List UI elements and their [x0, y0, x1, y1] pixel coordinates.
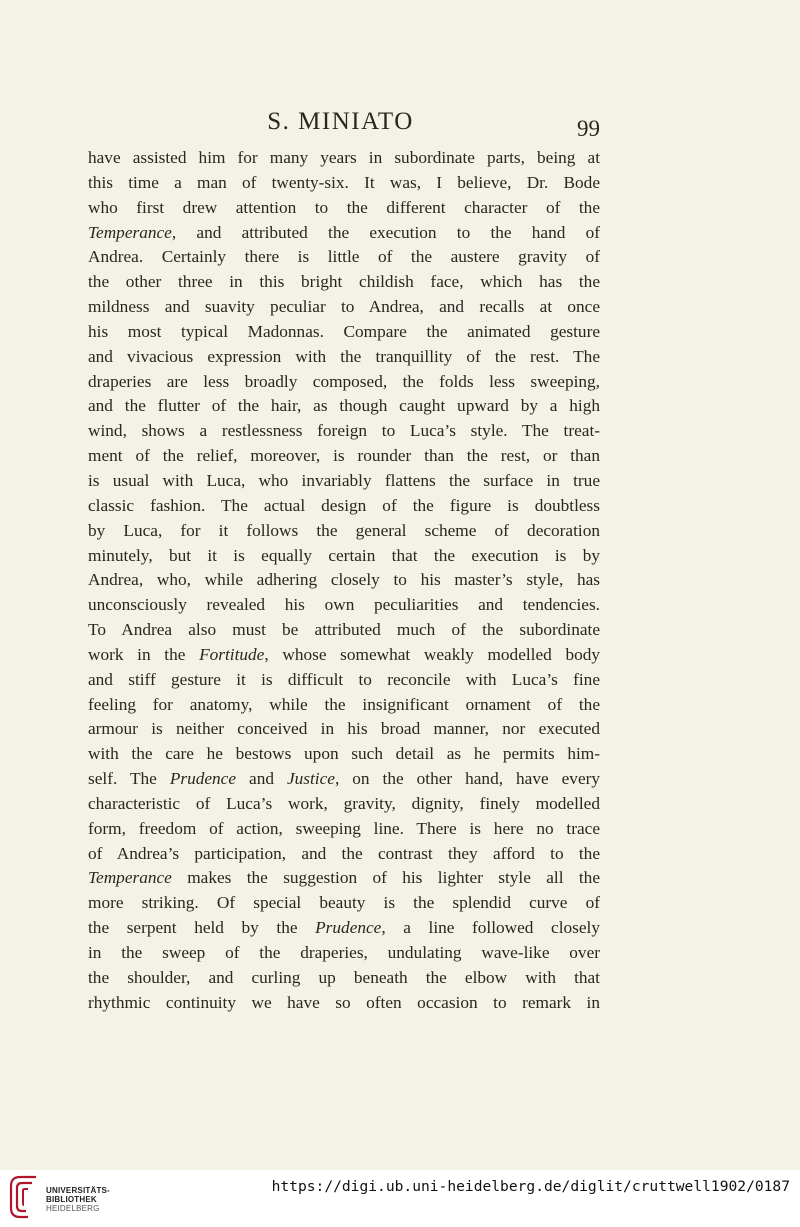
- text-segment: mildness and suavity peculiar to Andrea, and recalls at once: [88, 297, 600, 317]
- text-line: [88, 270, 600, 295]
- running-title: S. MINIATO: [267, 108, 414, 135]
- text-segment: , and attributed the execution to the hand of: [171, 222, 600, 242]
- text-line: [88, 742, 600, 767]
- text-segment: ment of the relief, moreover, is rounder than the rest, or than: [88, 446, 600, 466]
- running-head: [0, 108, 800, 141]
- italic-title: Temperance: [88, 868, 172, 888]
- italic-title: Fortitude: [199, 644, 265, 664]
- text-segment: and stiff gesture it is difficult to reconcile with Luca’s fine: [88, 669, 600, 689]
- text-line: [88, 494, 600, 519]
- text-segment: who first drew attention to the different character of the: [88, 197, 600, 217]
- text-line: [88, 320, 600, 345]
- text-segment: and the flutter of the hair, as though caught upward by a high: [88, 396, 600, 416]
- text-line: [88, 593, 600, 618]
- text-segment: To Andrea also must be attributed much of the subordinate: [88, 620, 600, 640]
- text-segment: self. The: [88, 769, 170, 789]
- page-number: 99: [577, 116, 600, 141]
- text-line: [88, 419, 600, 444]
- text-line: [88, 221, 600, 246]
- text-line: [88, 767, 600, 792]
- text-segment: draperies are less broadly composed, the folds less sweeping,: [88, 371, 600, 391]
- text-line: [88, 643, 600, 668]
- text-segment: , a line followed closely: [381, 918, 600, 938]
- text-line: [88, 966, 600, 991]
- text-line: [88, 519, 600, 544]
- text-line: [88, 668, 600, 693]
- text-line: [88, 817, 600, 842]
- text-segment: wind, shows a restlessness foreign to Luca’s style. The treat-: [88, 421, 600, 441]
- text-segment: makes the suggestion of his lighter style all the: [171, 868, 600, 888]
- text-line: [88, 245, 600, 270]
- text-line: [88, 370, 600, 395]
- text-line: [88, 469, 600, 494]
- heidelberg-library-logo-icon[interactable]: [6, 1174, 42, 1220]
- text-line: [88, 717, 600, 742]
- text-line: [88, 394, 600, 419]
- italic-title: Temperance: [88, 222, 172, 242]
- text-segment: this time a man of twenty-six. It was, I believe, Dr. Bode: [88, 172, 600, 192]
- italic-title: Justice: [286, 769, 335, 789]
- text-segment: Andrea, who, while adhering closely to his master’s style, has: [88, 570, 600, 590]
- text-segment: unconsciously revealed his own peculiarities and tendencies.: [88, 595, 600, 615]
- footer-bar: [0, 1170, 800, 1227]
- text-segment: Andrea. Certainly there is little of the austere gravity of: [88, 247, 600, 267]
- text-segment: with the care he bestows upon such detail as he permits him-: [88, 744, 600, 764]
- text-segment: by Luca, for it follows the general scheme of decoration: [88, 520, 600, 540]
- text-line: [88, 866, 600, 891]
- text-line: [88, 444, 600, 469]
- text-segment: is usual with Luca, who invariably flattens the surface in true: [88, 470, 600, 490]
- text-segment: the serpent held by the: [88, 918, 316, 938]
- institution-line-1: UNIVERSITÄTS-: [46, 1186, 110, 1195]
- text-segment: his most typical Madonnas. Compare the animated gesture: [88, 321, 600, 341]
- text-segment: classic fashion. The actual design of the figure is doubtless: [88, 495, 600, 515]
- text-segment: , on the other hand, have every: [334, 769, 601, 789]
- text-segment: minutely, but it is equally certain that the execution is by: [88, 545, 600, 565]
- text-line: [88, 171, 600, 196]
- body-text: [88, 146, 600, 1016]
- institution-name: [46, 1186, 110, 1213]
- text-line: [88, 842, 600, 867]
- text-segment: the other three in this bright childish face, which has the: [88, 272, 600, 292]
- italic-title: Prudence: [315, 918, 382, 938]
- text-segment: rhythmic continuity we have so often occasion to remark in: [88, 992, 600, 1012]
- text-line: [88, 568, 600, 593]
- text-line: [88, 146, 600, 171]
- text-line: [88, 916, 600, 941]
- text-segment: the shoulder, and curling up beneath the elbow with that: [88, 967, 600, 987]
- text-segment: feeling for anatomy, while the insignificant ornament of the: [88, 694, 600, 714]
- text-line: [88, 991, 600, 1016]
- text-segment: form, freedom of action, sweeping line. There is here no trace: [88, 818, 600, 838]
- text-line: [88, 792, 600, 817]
- text-segment: and vivacious expression with the tranquillity of the rest. The: [88, 346, 600, 366]
- italic-title: Prudence: [169, 769, 237, 789]
- text-segment: work in the: [88, 644, 200, 664]
- text-line: [88, 941, 600, 966]
- text-segment: , whose somewhat weakly modelled body: [264, 644, 601, 664]
- text-line: [88, 345, 600, 370]
- institution-line-3: HEIDELBERG: [46, 1204, 100, 1213]
- text-line: [88, 891, 600, 916]
- institution-line-2: BIBLIOTHEK: [46, 1195, 97, 1204]
- text-segment: characteristic of Luca’s work, gravity, dignity, finely modelled: [88, 793, 600, 813]
- text-line: [88, 618, 600, 643]
- text-segment: in the sweep of the draperies, undulating wave-like over: [88, 943, 600, 962]
- text-segment: and: [236, 769, 287, 789]
- text-line: [88, 295, 600, 320]
- text-line: [88, 544, 600, 569]
- text-segment: have assisted him for many years in subordinate parts, being at: [88, 148, 600, 167]
- text-segment: armour is neither conceived in his broad manner, nor executed: [88, 719, 600, 739]
- text-line: [88, 693, 600, 718]
- text-segment: more striking. Of special beauty is the splendid curve of: [88, 893, 600, 913]
- source-url-link[interactable]: https://digi.ub.uni-heidelberg.de/diglit/cruttwell1902/0187: [271, 1178, 790, 1195]
- text-line: [88, 196, 600, 221]
- text-segment: of Andrea’s participation, and the contrast they afford to the: [88, 843, 600, 863]
